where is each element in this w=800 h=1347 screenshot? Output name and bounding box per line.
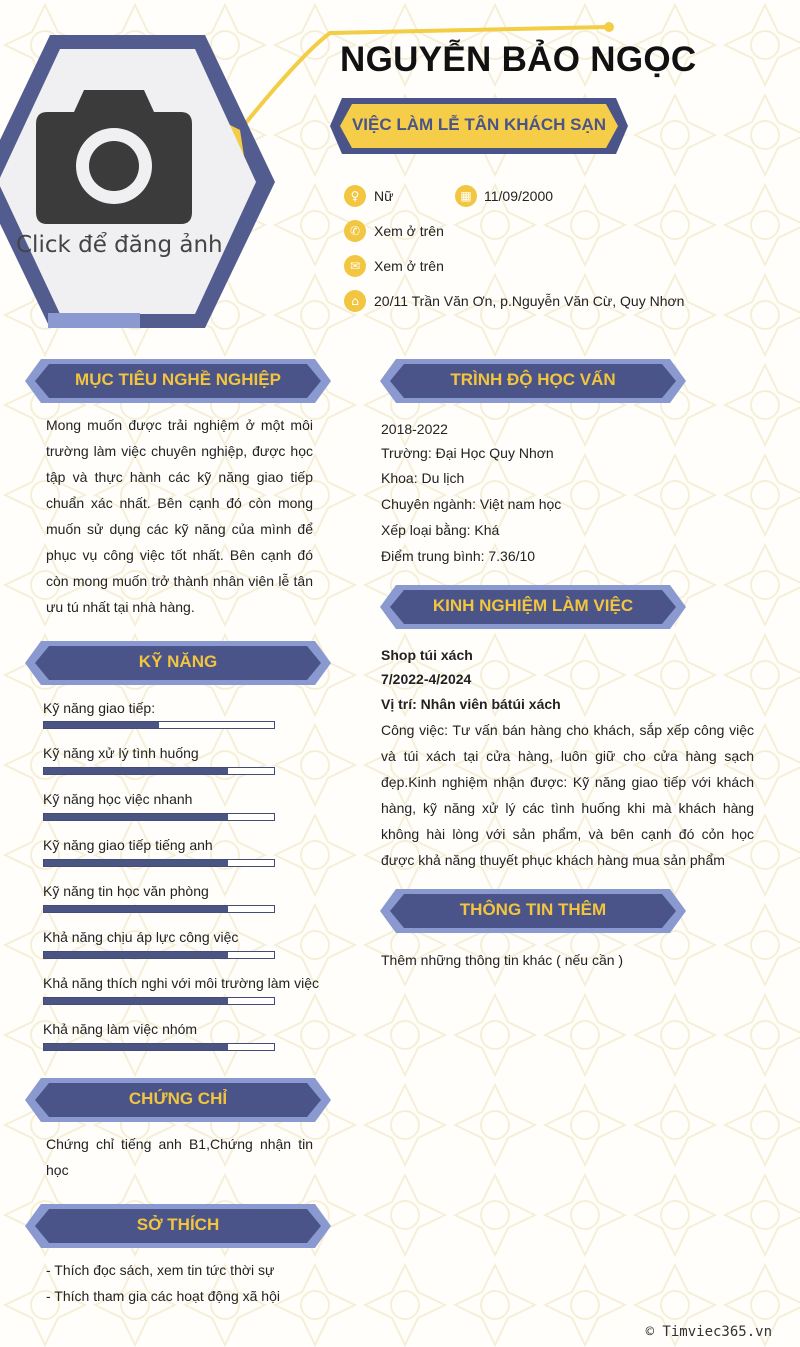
hobby-item: - Thích tham gia các hoạt động xã hội (46, 1288, 280, 1304)
certificates-text: Chứng chỉ tiếng anh B1,Chứng nhận tin học (46, 1136, 313, 1178)
additional-heading-label: THÔNG TIN THÊM (459, 900, 607, 919)
skill-label: Kỹ năng học việc nhanh (43, 791, 193, 807)
experience-heading-label: KINH NGHIỆM LÀM VIỆC (432, 596, 634, 615)
birthday-value: 11/09/2000 (484, 188, 554, 204)
certificates-heading-label: CHỨNG CHỈ (128, 1089, 228, 1108)
phone-value: Xem ở trên (374, 223, 444, 239)
hobbies-heading-label: SỞ THÍCH (136, 1215, 220, 1234)
education-heading-label: TRÌNH ĐỘ HỌC VẤN (450, 370, 616, 389)
skill-bar (43, 997, 275, 1005)
experience-heading (380, 585, 686, 629)
hobby-item: - Thích đọc sách, xem tin tức thời sự (46, 1262, 275, 1278)
skill-bar (43, 951, 275, 959)
skill-label: Khả năng chịu áp lực công việc (43, 929, 239, 945)
skill-label: Kỹ năng xử lý tình huống (43, 745, 199, 761)
hobbies-heading (25, 1204, 331, 1248)
home-icon: ⌂ (344, 290, 366, 312)
address-value: 20/11 Trần Văn Ơn, p.Nguyễn Văn Cừ, Quy Nhơn (374, 293, 685, 309)
education-line: Chuyên ngành: Việt nam học (381, 496, 562, 512)
education-line: 2018-2022 (381, 421, 448, 437)
skill-label: Kỹ năng giao tiếp: (43, 700, 156, 716)
experience-position: Vị trí: Nhân viên bátúi xách (381, 696, 561, 712)
skills-heading-label: KỸ NĂNG (138, 652, 218, 671)
additional-heading (380, 889, 686, 933)
email-value: Xem ở trên (374, 258, 444, 274)
skill-bar (43, 767, 275, 775)
education-line: Xếp loại bằng: Khá (381, 522, 500, 538)
education-line: Khoa: Du lịch (381, 470, 465, 486)
skills-heading (25, 641, 331, 685)
photo-upload-text[interactable]: Click để đăng ảnh (16, 232, 223, 258)
phone-icon: ✆ (344, 220, 366, 242)
education-line: Trường: Đại Học Quy Nhơn (381, 445, 554, 461)
objective-text: Mong muốn được trải nghiệm ở một môi trường làm việc chuyên nghiệp, được học tập và thực hành các kỹ năng giao tiếp chuẩn xác nhất. Bên cạnh đó còn mong muốn sử dụng các kỹ năng của mình để phục vụ công việc tốt nhất. Bên cạnh đó còn mong muốn trở thành nhân viên lễ tân ưu tú nhất tại nhà hàng. (46, 417, 313, 615)
gender-value: Nữ (374, 188, 394, 204)
skill-label: Khả năng làm việc nhóm (43, 1021, 198, 1037)
candidate-name: NGUYỄN BẢO NGỌC (340, 40, 697, 79)
objective-heading (25, 359, 331, 403)
experience-period: 7/2022-4/2024 (381, 671, 472, 687)
education-heading (380, 359, 686, 403)
skill-bar (43, 1043, 275, 1051)
skill-label: Khả năng thích nghi với môi trường làm việc (43, 975, 319, 991)
skill-bar (43, 905, 275, 913)
experience-description: Công việc: Tư vấn bán hàng cho khách, sắp xếp công việc và túi xách tại cửa hàng, luôn giữ cho cửa hàng sạch đẹp.Kinh nghiệm nhận được: Kỹ năng giao tiếp với khách hàng, kỹ năng xử lý các tình huống khi mà khách hàng không hài lòng với sản phẩm, và bên cạnh đó cỏn học được khả năng thuyết phục khách hàng mua sản phẩm (381, 722, 754, 868)
skill-bar (43, 721, 275, 729)
additional-text: Thêm những thông tin khác ( nếu cần ) (381, 952, 624, 968)
education-line: Điểm trung bình: 7.36/10 (381, 548, 536, 564)
calendar-icon: ▦ (455, 185, 477, 207)
skill-label: Kỹ năng tin học văn phòng (43, 883, 209, 899)
gender-icon: ♀ (344, 185, 366, 207)
skill-bar (43, 859, 275, 867)
certificates-heading (25, 1078, 331, 1122)
skill-bar (43, 813, 275, 821)
email-icon: ✉ (344, 255, 366, 277)
experience-company: Shop túi xách (381, 647, 473, 663)
objective-heading-label: MỤC TIÊU NGHỀ NGHIỆP (75, 370, 281, 389)
camera-icon (36, 90, 192, 224)
job-title: VIỆC LÀM LỄ TÂN KHÁCH SẠN (351, 115, 607, 134)
copyright: © Timviec365.vn (645, 1324, 772, 1340)
skill-label: Kỹ năng giao tiếp tiếng anh (43, 837, 213, 853)
